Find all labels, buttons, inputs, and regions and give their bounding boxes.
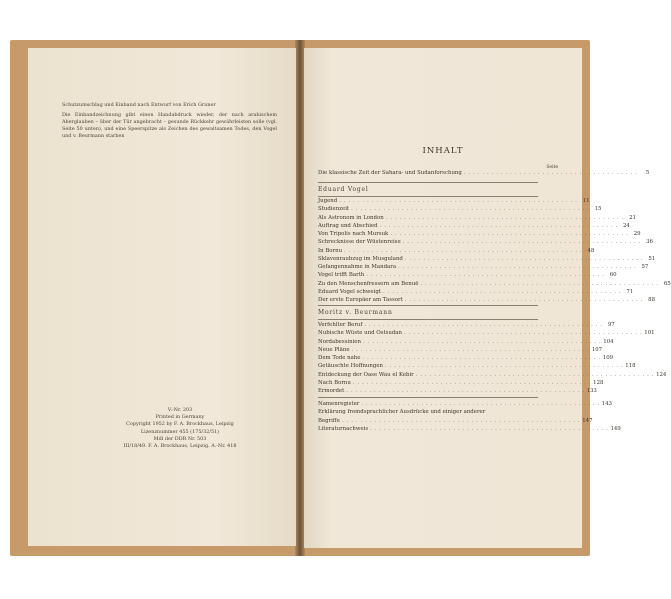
toc-entry-page: 15	[594, 206, 602, 213]
toc-entry-title: Nach Bornu	[318, 379, 351, 386]
divider	[318, 319, 538, 320]
toc-section-vogel	[318, 197, 671, 304]
toc-entry-title: Von Tripolis nach Mursuk	[318, 231, 389, 237]
dot-leader: . . . . . . . . . . . . . . . . . . . . . . . . . . . . . . . . . . . . . . . . . . . . . . . . . . . .	[402, 239, 641, 246]
toc-entry-page: 24	[623, 222, 630, 229]
divider	[318, 397, 538, 398]
toc-entry-page: 71	[626, 288, 634, 295]
toc-entry	[318, 169, 650, 177]
dot-leader: . . . . . . . . . . . . . . . . . . . . . . . . . . . . . . . . . . . . . . . . . . . . . . . . . . . .	[370, 425, 609, 432]
dot-leader: . . . . . . . . . . . . . . . . . . . . . . . . . . . . . . . . . . . . . . . . . . . . . . . . . . . .	[361, 401, 600, 407]
toc-entry-title: Namenregister	[318, 401, 360, 407]
toc-entry	[318, 371, 667, 379]
toc-entry-page: 149	[610, 425, 621, 432]
toc-entry-title: In Bornu	[318, 247, 343, 254]
dot-leader: . . . . . . . . . . . . . . . . . . . . . . . . . . . . . . . . . . . . . . . . . . . . . . . . . . . .	[404, 330, 643, 337]
dot-leader: . . . . . . . . . . . . . . . . . . . . . . . . . . . . . . . . . . . . . . . . . . . . . . . . . . . .	[384, 363, 624, 370]
toc-entry	[318, 271, 617, 279]
dot-leader: . . . . . . . . . . . . . . . . . . . . . . . . . . . . . . . . . . . . . . . . . . . . . . . . . . . .	[390, 231, 629, 237]
toc-entry-title: Auftrag und Abschied	[318, 222, 378, 229]
toc-entry	[318, 329, 655, 337]
dot-leader: . . . . . . . . . . . . . . . . . . . . . . . . . . . . . . . . . . . . . . . . . . . . . . . . . . . .	[346, 388, 585, 394]
toc-entry-title: Nordabessinien	[318, 338, 361, 345]
toc-entry	[318, 387, 597, 395]
imprint-line: Printed in Germany	[155, 414, 205, 421]
imprint-line: V.-Nr. 203	[167, 407, 193, 413]
dot-leader: . . . . . . . . . . . . . . . . . . . . . . . . . . . . . . . . . . . . . . . . . . . . . . . . . . . .	[366, 272, 605, 279]
toc-entry-title: Jugend	[318, 198, 338, 204]
toc-entry-title: Studienzeit	[318, 206, 350, 213]
credit-title: Schutzumschlag und Einband nach Entwurf von Erich Gruner	[62, 102, 216, 108]
toc-entry-title: Der erste Europäer am Tassort	[318, 297, 403, 303]
dot-leader: . . . . . . . . . . . . . . . . . . . . . . . . . . . . . . . . . . . . . . . . . . . . . . . . . . . .	[339, 198, 578, 204]
toc-entry	[318, 408, 538, 416]
dot-leader: . . . . . . . . . . . . . . . . . . . . . . . . . . . . . . . . . . . . . . . . . . . . . . . . . . . .	[420, 280, 659, 287]
toc-entry-page: 109	[602, 355, 614, 361]
toc-appendix	[318, 400, 621, 433]
toc-entry-title: Eduard Vogel schweigt	[318, 288, 381, 295]
toc-entry-page: 11	[582, 198, 590, 204]
dot-leader: . . . . . . . . . . . . . . . . . . . . . . . . . . . . . . . . . . . . . . . . . . . . . . . . . . . .	[344, 247, 583, 254]
toc-entry-title: Verfehlter Beruf	[318, 322, 363, 328]
toc-entry-page: 133	[586, 388, 597, 394]
toc-entry-page: 124	[656, 371, 667, 378]
section-heading: Moritz v. Beurmann	[318, 309, 393, 316]
toc-entry-page: 143	[601, 401, 612, 407]
toc-entry-page: 97	[607, 322, 615, 328]
toc-entry-page: 21	[629, 214, 636, 221]
toc-entry	[318, 222, 630, 230]
toc-entry	[318, 379, 604, 387]
toc-entry-title: Als Astronom in London	[318, 214, 384, 221]
toc-entry-page: 107	[591, 346, 603, 353]
toc-entry	[318, 214, 636, 222]
credit-text: Die Einbandzeichnung gibt einen Handabdruck wieder, der nach arabischem Aberglauben – über der Tür angebracht – gesunde Rückkehr gewährleisten solle (vgl. Seite 50 unten), und eine Speerspitze als Zeichen des gewaltsamen Todes, den Vogel und v. Beurmann starben	[62, 112, 277, 139]
toc-entry-page: 60	[609, 272, 617, 279]
section-heading: Eduard Vogel	[318, 186, 369, 193]
imprint-line: Lizenznummer 455 (175/32/51)	[140, 428, 220, 435]
toc-entry	[318, 197, 590, 205]
toc-entry-title: Entdeckung der Oase Wau el Kebir	[318, 371, 414, 378]
dot-leader: . . . . . . . . . . . . . . . . . . . . . . . . . . . . . . . . . . . . . . . . . . . . . . . . . . . .	[404, 255, 644, 262]
toc-entry-title: Die klassische Zeit der Sahara- und Sudanforschung	[318, 170, 462, 176]
toc-entry-page: 104	[603, 338, 614, 345]
toc-entry-title: Literaturnachweis	[318, 425, 369, 432]
dot-leader: . . . . . . . . . . . . . . . . . . . . . . . . . . . . . . . . . . . . . . . . . . . . . . . . . . . .	[351, 346, 590, 353]
toc-entry	[318, 288, 634, 296]
toc-entry	[318, 238, 653, 246]
dot-leader: . . . . . . . . . . . . . . . . . . . . . . . . . . . . . . . . . . . . . . . . . . . . . . . . . . . .	[404, 297, 644, 303]
toc-entry-page: 65	[663, 280, 671, 287]
toc-entry-page: 147	[582, 417, 593, 424]
toc-entry-page: 128	[593, 379, 604, 386]
toc-section-beurmann	[318, 321, 667, 395]
toc-entry	[318, 263, 649, 271]
toc-entry-title: Neue Pläne	[318, 346, 350, 353]
dot-leader: . . . . . . . . . . . . . . . . . . . . . . . . . . . . . . . . . . . . . . . . . . . . . . . . . . . .	[364, 322, 603, 328]
toc-entry-page: 57	[641, 264, 649, 270]
dot-leader: . . . . . . . . . . . . . . . . . . . . . . . . . . . . . . . . . . . . . .	[463, 170, 638, 176]
cover-credit	[62, 102, 277, 143]
toc-intro	[318, 169, 650, 177]
toc-entry-title: Erklärung fremdsprachlicher Ausdrücke und einiger anderer	[318, 409, 486, 416]
toc-entry-page: 48	[587, 247, 595, 254]
toc-entry	[318, 247, 595, 255]
toc-entry	[318, 280, 671, 288]
toc-entry	[318, 346, 603, 354]
dot-leader: . . . . . . . . . . . . . . . . . . . . . . . . . . . . . . . . . . . . . . . . . . . . . . . . . . . .	[362, 355, 601, 361]
toc-entry-title: Schrecknisse der Wüstenreise	[318, 239, 401, 246]
toc-entry-title: Begriffe	[318, 417, 340, 424]
dot-leader: . . . . . . . . . . . . . . . . . . . . . . . . . . . . . . . . . . . . . . . . . . . . . . . . . . . .	[352, 379, 592, 386]
toc-entry-page: 29	[633, 231, 641, 237]
toc-entry-page: 5	[645, 170, 650, 176]
imprint-line: Copyright 1952 by F. A. Brockhaus, Leipzig	[126, 421, 234, 428]
page-column-label: Seite	[546, 165, 558, 170]
toc-entry	[318, 296, 656, 304]
toc-entry-title: Zu den Menschenfressern am Benuë	[318, 280, 419, 287]
toc-entry-page: 118	[625, 363, 636, 370]
toc-entry-title: Ermordet	[318, 388, 345, 394]
toc-entry	[318, 362, 636, 370]
dot-leader: . . . . . . . . . . . . . . . . . . . . . . . . . . . . . . . . . . . . . . . . . . . . . . . . . . . .	[341, 417, 581, 424]
dot-leader: . . . . . . . . . . . . . . . . . . . . . . . . . . . . . . . . . . . . . . . . . . . . . . . . . . . .	[362, 338, 602, 345]
toc-entry	[318, 400, 612, 408]
dot-leader: . . . . . . . . . . . . . . . . . . . . . . . . . . . . . . . . . . . . . . . . . . . . . . . . . . . .	[385, 214, 624, 221]
imprint-line: Mdl der DDR Nr. 503	[153, 435, 207, 442]
toc-entry	[318, 255, 656, 263]
toc-entry-title: Dem Tode nahe	[318, 355, 361, 361]
dot-leader: . . . . . . . . . . . . . . . . . . . . . . . . . . . . . . . . . . . . . . . . . . . . . . . . . . . .	[398, 264, 637, 270]
dot-leader: . . . . . . . . . . . . . . . . . . . . . . . . . . . . . . . . . . . . . . . . . . . . . . . . . . . .	[351, 206, 590, 213]
toc-entry-page: 51	[648, 255, 656, 262]
divider	[318, 182, 538, 183]
toc-entry-title: Getäuschte Hoffnungen	[318, 363, 383, 370]
toc-entry-title: Nubische Wüste und Ostsudan	[318, 330, 402, 337]
toc-entry-page: 101	[644, 330, 655, 337]
toc-entry	[318, 417, 593, 425]
toc-entry	[318, 354, 614, 362]
divider	[318, 305, 538, 306]
toc-entry	[318, 338, 614, 346]
toc-entry	[318, 425, 621, 433]
toc-entry	[318, 205, 602, 213]
imprint-block	[120, 407, 240, 450]
toc-entry	[318, 230, 641, 238]
toc-title: INHALT	[422, 146, 464, 156]
toc-entry	[318, 321, 615, 329]
toc-entry-page: 88	[648, 297, 656, 303]
dot-leader: . . . . . . . . . . . . . . . . . . . . . . . . . . . . . . . . . . . . . . . . . . . . . . . . . . . .	[379, 222, 618, 229]
toc-entry-page: 36	[646, 239, 653, 246]
toc-entry-title: Sklavenraubzug im Musguland	[318, 255, 403, 262]
imprint-line: III/18/49. F. A. Brockhaus, Leipzig. A.-Nr. 418	[123, 443, 237, 450]
toc-entry-title: Vogel trifft Barth	[318, 272, 365, 279]
dot-leader: . . . . . . . . . . . . . . . . . . . . . . . . . . . . . . . . . . . . . . . . . . . . . . . . . . . .	[415, 371, 655, 378]
dot-leader: . . . . . . . . . . . . . . . . . . . . . . . . . . . . . . . . . . . . . . . . . . . . . . . . . . . .	[382, 288, 622, 295]
toc-entry-title: Gefangennahme in Mandara	[318, 264, 397, 270]
